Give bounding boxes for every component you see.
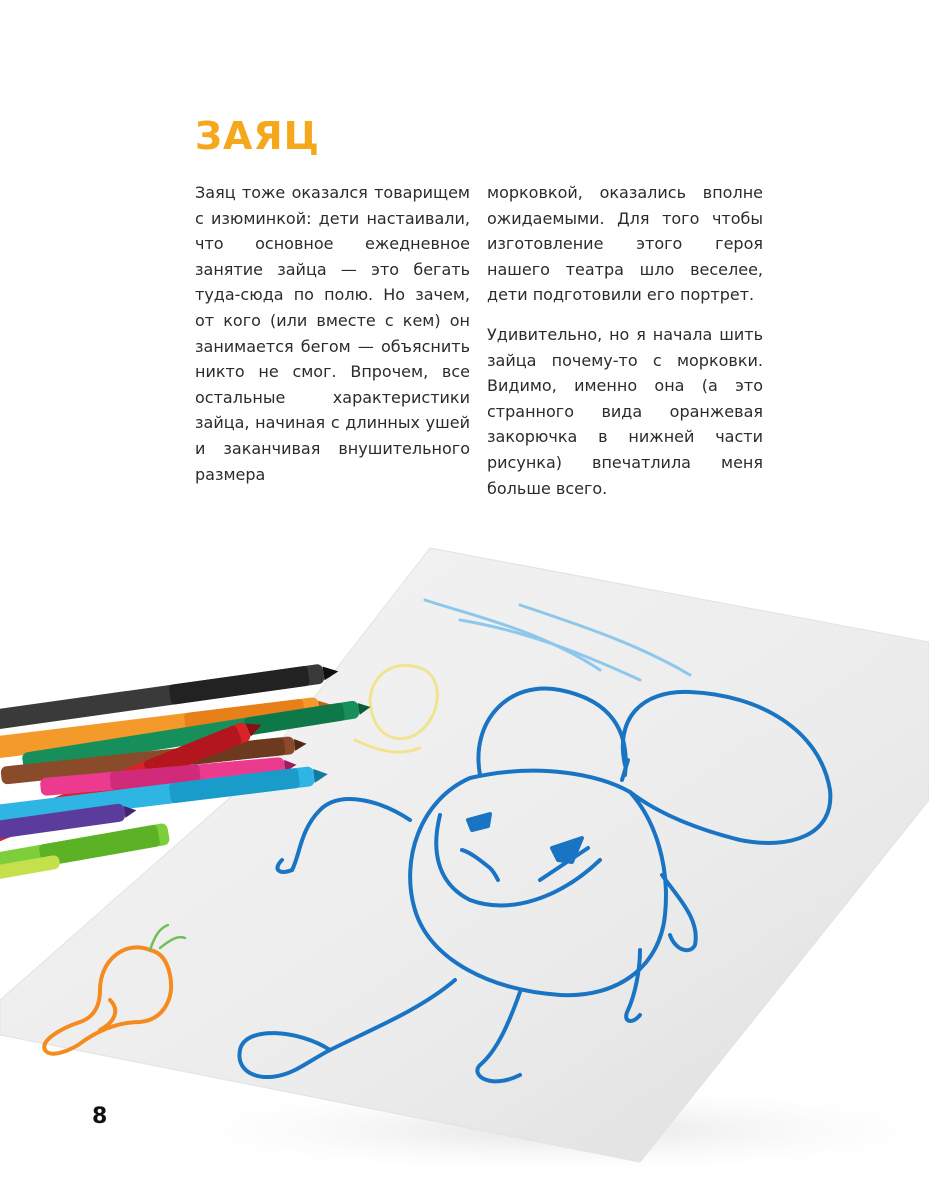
page-number: 8 <box>92 1104 108 1129</box>
paragraph-right-2: Удивительно, но я начала шить зайца почему-то с морковки. Видимо, именно она (а это странного вида оранжевая закорючка в нижней части рисунка) впечатлила меня больше всего. <box>487 324 763 498</box>
paragraph-right-1: морковкой, оказались вполне ожидаемыми. Для того чтобы изготовление этого героя нашего театра шло веселее, дети подготовили его портрет. <box>487 183 763 305</box>
child-drawing-photo <box>0 530 929 1170</box>
paper-sheet <box>0 548 929 1162</box>
page-title: ЗАЯЦ <box>195 114 320 158</box>
text-column-left <box>195 180 470 501</box>
text-column-right <box>487 180 763 515</box>
paragraph-left: Заяц тоже оказался товарищем с изюминкой: дети настаивали, что основное ежедневное занятие зайца — это бегать туда-сюда по полю. Но зачем, от кого (или вместе с кем) он занимается бегом — объяснить никто не смог. Впрочем, все остальные характеристики зайца, начиная с длинных ушей и заканчивая внушительного размера <box>195 183 470 484</box>
